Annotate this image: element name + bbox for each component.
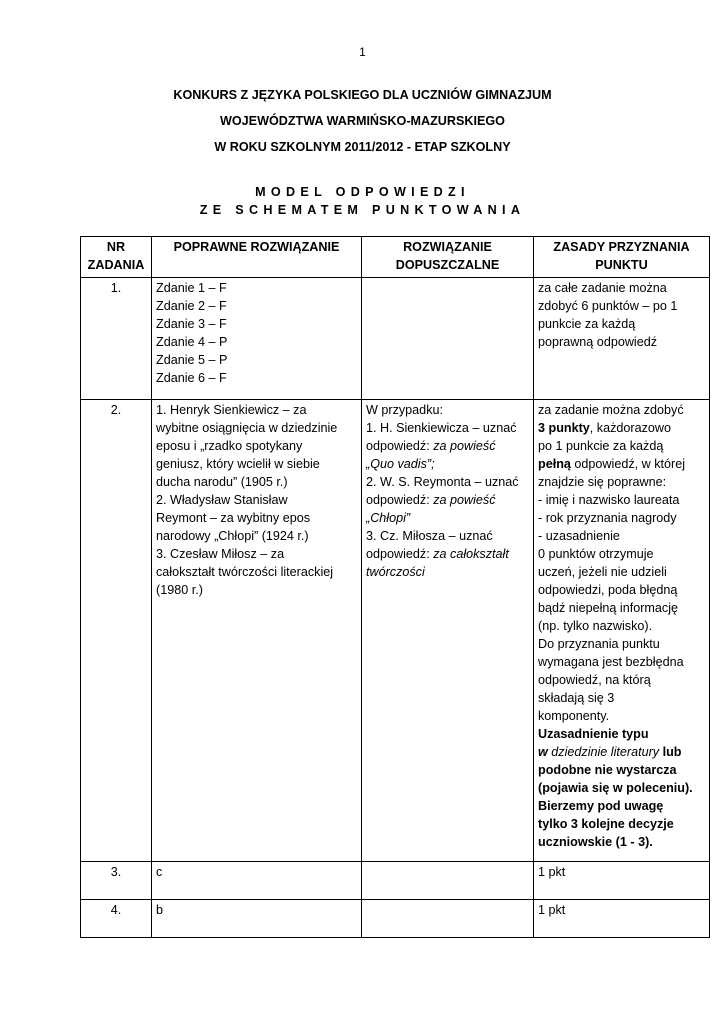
rule-bold-line: podobne nie wystarcza [538,763,677,777]
header-acceptable [362,237,534,278]
rule-bold-line: tylko 3 kolejne decyzje [538,817,674,831]
answer-line: narodowy „Chłopi” (1924 r.) [156,529,309,543]
correct-answer-cell: c [152,862,362,900]
rule-text: , każdorazowo [589,421,671,435]
acceptable-text: odpowiedź: [366,493,434,507]
answer-line: Zdanie 4 – P [156,335,228,349]
acceptable-line [366,491,529,509]
header-line-2: WOJEWÓDZTWA WARMIŃSKO-MAZURSKIEGO [220,114,505,128]
rule-bold-line: Uzasadnienie typu [538,727,649,741]
table-row [81,278,710,400]
rule-line: zdobyć 6 punktów – po 1 [538,299,678,313]
answer-line: wybitne osiągnięcia w dziedzinie [156,421,338,435]
page-number: 1 [359,45,366,59]
document-subtitle [0,184,725,220]
answer-line: 1. Henryk Sienkiewicz – za [156,403,307,417]
scoring-rules-cell: 1 pkt [534,862,710,900]
header-nr-line-1: NR [106,240,126,254]
table-row [81,400,710,862]
rule-italic-text: dziedzinie literatury [547,745,660,759]
header-correct-label: POPRAWNE ROZWIĄZANIE [173,240,340,254]
acceptable-answer-cell [362,400,534,862]
subtitle-line-2: ZE SCHEMATEM PUNKTOWANIA [199,203,526,217]
correct-answer-cell [152,278,362,400]
answer-line: Zdanie 6 – F [156,371,227,385]
answer-line: (1980 r.) [156,583,203,597]
rule-line: Do przyznania punktu [538,637,660,651]
task-number: 4. [81,900,152,938]
subtitle-line-1: MODEL ODPOWIEDZI [255,185,470,199]
acceptable-text: odpowiedź: [366,439,434,453]
header-acceptable-line-1: ROZWIĄZANIE [403,240,492,254]
answer-line: Zdanie 1 – F [156,281,227,295]
acceptable-text: odpowiedź: [366,547,434,561]
acceptable-italic-line: „Chłopi” [366,511,411,525]
header-correct [152,237,362,278]
rule-bold-text: lub [659,745,682,759]
answer-line: 2. Władysław Stanisław [156,493,288,507]
scoring-rules-cell [534,278,710,400]
rule-line: składają się 3 [538,691,615,705]
acceptable-line [366,545,529,563]
header-rules-line-1: ZASADY PRZYZNANIA [553,240,690,254]
header-nr-line-2: ZADANIA [87,258,145,272]
table-header-row [81,237,710,278]
acceptable-line: 3. Cz. Miłosza – uznać [366,529,493,543]
answer-line: Zdanie 3 – F [156,317,227,331]
answer-line: eposu i „rzadko spotykany [156,439,303,453]
rule-line: odpowiedzi, poda błędną [538,583,678,597]
acceptable-answer-cell [362,900,534,938]
rule-line: poprawną odpowiedź [538,335,658,349]
acceptable-answer-cell [362,862,534,900]
acceptable-italic-line: twórczości [366,565,425,579]
rule-line: uczeń, jeżeli nie udzieli [538,565,667,579]
header-rules-line-2: PUNKTU [595,258,648,272]
rule-line: komponenty. [538,709,610,723]
task-number: 2. [81,400,152,862]
acceptable-italic-line: „Quo vadis”; [366,457,435,471]
task-number: 3. [81,862,152,900]
table-row [81,862,710,900]
header-line-3: W ROKU SZKOLNYM 2011/2012 - ETAP SZKOLNY [214,140,511,154]
rule-text: odpowiedź, w której [570,457,686,471]
rule-bold-line: (pojawia się w poleceniu). [538,781,693,795]
acceptable-line [366,437,529,455]
rule-line [538,419,705,437]
table-row [81,900,710,938]
rule-line: za całe zadanie można [538,281,667,295]
acceptable-line: 1. H. Sienkiewicza – uznać [366,421,517,435]
header-nr [81,237,152,278]
rule-line: (np. tylko nazwisko). [538,619,653,633]
acceptable-intro: W przypadku: [366,403,443,417]
task-number: 1. [81,278,152,400]
answer-line: Reymont – za wybitny epos [156,511,310,525]
answer-key-table [80,236,710,938]
acceptable-italic-text: za powieść [433,439,496,453]
rule-line: odpowiedź, na którą [538,673,651,687]
scoring-rules-cell: 1 pkt [534,900,710,938]
rule-line [538,743,705,761]
answer-line: Zdanie 2 – F [156,299,227,313]
rule-line: wymagana jest bezbłędna [538,655,684,669]
answer-line: ducha narodu” (1905 r.) [156,475,288,489]
answer-line: Zdanie 5 – P [156,353,228,367]
acceptable-italic-text: za całokształt [433,547,509,561]
answer-line: geniusz, który wcielił w siebie [156,457,320,471]
rule-line: - imię i nazwisko laureata [538,493,680,507]
rule-bold-line: uczniowskie (1 - 3). [538,835,653,849]
rule-line: bądź niepełną informację [538,601,679,615]
correct-answer-cell: b [152,900,362,938]
rule-line: - uzasadnienie [538,529,620,543]
rule-line: za zadanie można zdobyć [538,403,684,417]
rule-line: 0 punktów otrzymuje [538,547,654,561]
rule-line: - rok przyznania nagrody [538,511,677,525]
rule-line: po 1 punkcie za każdą [538,439,664,453]
rule-bold-text: 3 punkty [538,421,590,435]
answer-line: całokształt twórczości literackiej [156,565,334,579]
rule-line: znajdzie się poprawne: [538,475,667,489]
acceptable-italic-text: za powieść [433,493,496,507]
rule-bold-line: Bierzemy pod uwagę [538,799,664,813]
header-acceptable-line-2: DOPUSZCZALNE [395,258,500,272]
answer-line: 3. Czesław Miłosz – za [156,547,285,561]
header-rules [534,237,710,278]
scoring-rules-cell [534,400,710,862]
document-header [0,87,725,165]
rule-line [538,455,705,473]
correct-answer-cell [152,400,362,862]
rule-line: punkcie za każdą [538,317,636,331]
acceptable-answer-cell [362,278,534,400]
rule-bold-text: pełną [538,457,571,471]
rule-bold-italic-text: w [538,745,548,759]
header-line-1: KONKURS Z JĘZYKA POLSKIEGO DLA UCZNIÓW GIMNAZJUM [173,88,552,102]
acceptable-line: 2. W. S. Reymonta – uznać [366,475,519,489]
